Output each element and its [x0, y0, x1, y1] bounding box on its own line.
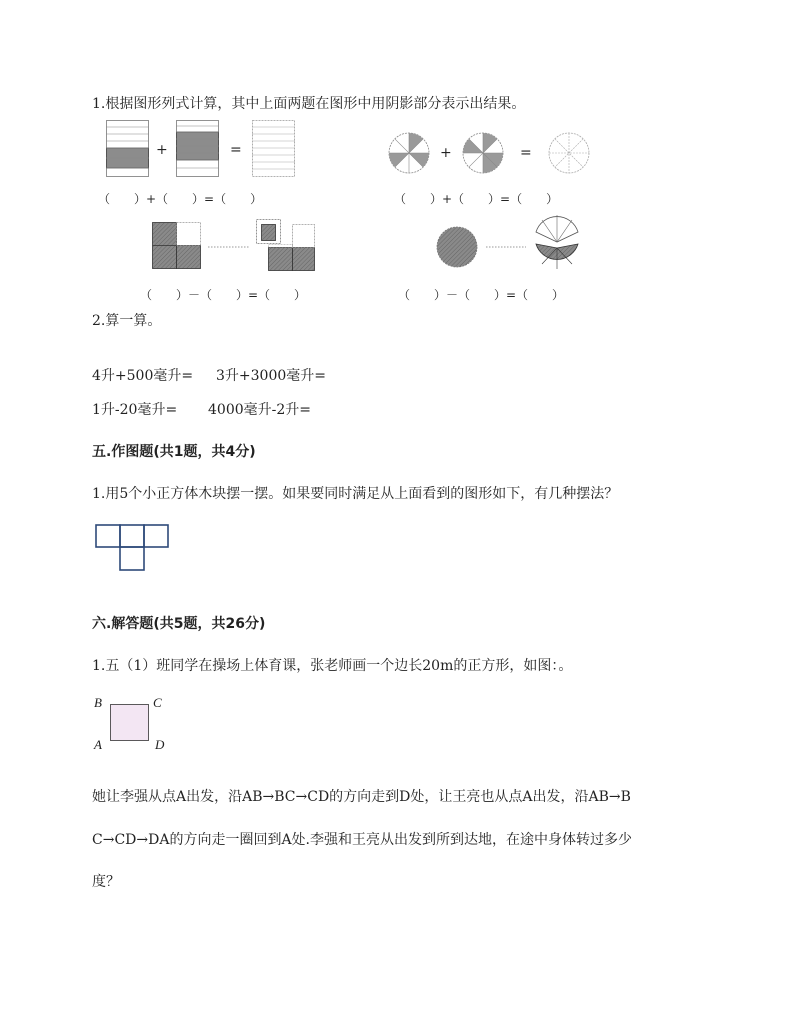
section5-heading: 五.作图题(共1题，共4分) — [92, 444, 256, 460]
dotted-connector-1 — [208, 245, 252, 249]
q2-row2-b: 4000毫升-2升= — [208, 402, 311, 418]
q2-row2-a: 1升-20毫升= — [92, 402, 178, 418]
blanks-add-1: （ ）+（ ）=（ ） — [98, 192, 263, 206]
section6-para-line1: 她让李强从点A出发，沿AB→BC→CD的方向走到D处，让王亮也从点A出发，沿AB→B — [92, 789, 631, 805]
equals-sign-2: = — [520, 145, 532, 161]
plus-sign-1: + — [156, 142, 168, 158]
circle-figure-5 — [532, 220, 584, 272]
blanks-add-2: （ ）+（ ）=（ ） — [394, 192, 559, 206]
section5-q1: 1.用5个小正方体木块摆一摆。如果要同时满足从上面看到的图形如下，有几种摆法？ — [92, 486, 619, 502]
square-figure-1 — [152, 222, 204, 270]
q2-row1-b: 3升+3000毫升= — [216, 368, 326, 384]
circle-figure-3 — [548, 132, 592, 176]
section6-para-line3: 度？ — [92, 874, 120, 890]
strip-figure-3 — [252, 120, 296, 178]
square-abcd — [110, 704, 152, 744]
circle-figure-1 — [388, 132, 432, 176]
strip-figure-2 — [176, 120, 220, 178]
q2-title: 2.算一算。 — [92, 313, 162, 329]
square-figure-2 — [254, 218, 318, 274]
label-d: D — [155, 737, 165, 752]
q1-title: 1.根据图形列式计算，其中上面两题在图形中用阴影部分表示出结果。 — [92, 96, 526, 112]
equals-sign-1: = — [230, 142, 242, 158]
strip-figure-1 — [106, 120, 150, 178]
blanks-sub-1: （ ）－（ ）=（ ） — [140, 288, 307, 302]
section6-heading: 六.解答题(共5题，共26分) — [92, 616, 266, 632]
top-view-figure — [95, 524, 171, 574]
label-c: C — [153, 695, 162, 710]
circle-figure-4 — [436, 226, 480, 270]
label-b: B — [94, 695, 102, 710]
label-a: A — [94, 737, 102, 752]
section6-para-line2: C→CD→DA的方向走一圈回到A处.李强和王亮从出发到所到达地，在途中身体转过多少 — [92, 832, 633, 848]
plus-sign-2: + — [440, 145, 452, 161]
blanks-sub-2: （ ）－（ ）=（ ） — [398, 288, 565, 302]
q2-row1-a: 4升+500毫升= — [92, 368, 194, 384]
circle-figure-2 — [462, 132, 506, 176]
section6-q1: 1.五（1）班同学在操场上体育课，张老师画一个边长20m的正方形，如图：。 — [92, 658, 573, 674]
dotted-connector-2 — [486, 245, 530, 249]
